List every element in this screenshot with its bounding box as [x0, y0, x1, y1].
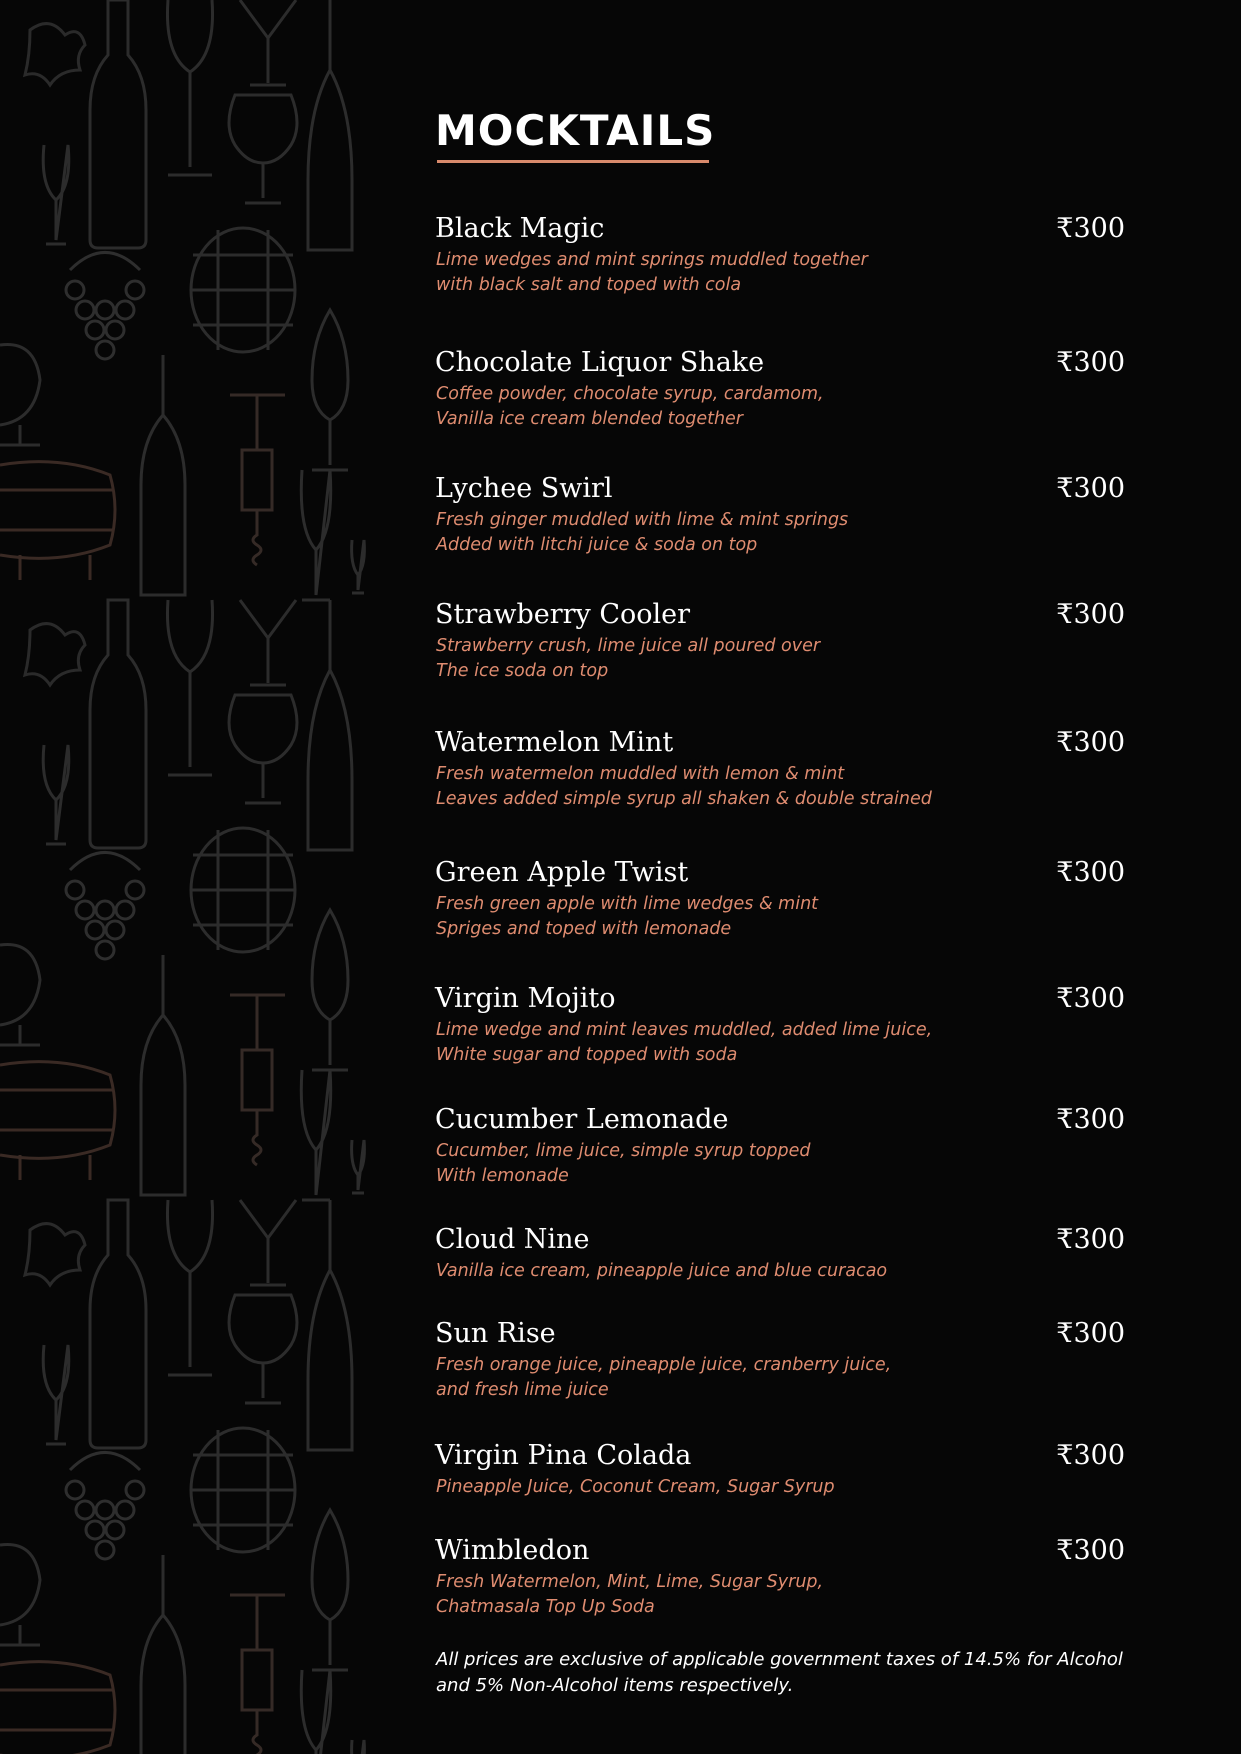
item-description: Lime wedge and mint leaves muddled, added lime juice, White sugar and topped with soda — [436, 1020, 933, 1065]
item-name: Black Magic — [435, 213, 605, 244]
item-description: Fresh green apple with lime wedges & mint Spriges and toped with lemonade — [436, 894, 819, 939]
item-price: ₹300 — [1056, 599, 1125, 630]
item-name: Chocolate Liquor Shake — [435, 347, 765, 378]
item-price: ₹300 — [1056, 1318, 1125, 1349]
menu-title: MOCKTAILS — [435, 106, 716, 155]
item-name: Sun Rise — [435, 1318, 556, 1349]
item-name: Cucumber Lemonade — [435, 1104, 729, 1135]
item-description: Fresh watermelon muddled with lemon & mint Leaves added simple syrup all shaken & double strained — [436, 764, 932, 809]
item-description: Strawberry crush, lime juice all poured over The ice soda on top — [436, 636, 821, 681]
menu-item — [435, 1534, 1125, 1620]
item-name: Lychee Swirl — [435, 473, 613, 504]
menu-item — [435, 472, 1125, 558]
item-price: ₹300 — [1056, 1440, 1125, 1471]
item-price: ₹300 — [1056, 857, 1125, 888]
item-name: Watermelon Mint — [435, 727, 674, 758]
item-name: Virgin Pina Colada — [435, 1440, 692, 1471]
item-price: ₹300 — [1056, 347, 1125, 378]
item-name: Virgin Mojito — [435, 983, 616, 1014]
item-price: ₹300 — [1056, 727, 1125, 758]
item-price: ₹300 — [1056, 983, 1125, 1014]
menu-item — [435, 1439, 1125, 1500]
menu-item — [435, 1317, 1125, 1403]
item-description: Vanilla ice cream, pineapple juice and blue curacao — [436, 1261, 888, 1281]
menu-item — [435, 982, 1125, 1068]
item-description: Lime wedges and mint springs muddled together with black salt and toped with cola — [436, 250, 868, 295]
item-description: Pineapple Juice, Coconut Cream, Sugar Syrup — [436, 1477, 835, 1497]
item-description: Cucumber, lime juice, simple syrup topped With lemonade — [436, 1141, 811, 1186]
item-name: Green Apple Twist — [435, 857, 689, 888]
menu-item — [435, 1223, 1125, 1284]
menu-item — [435, 856, 1125, 942]
item-price: ₹300 — [1056, 1104, 1125, 1135]
title-underline — [437, 160, 709, 163]
item-description: Fresh orange juice, pineapple juice, cranberry juice, and fresh lime juice — [436, 1355, 892, 1400]
tax-footnote: All prices are exclusive of applicable government taxes of 14.5% for Alcohol and 5% Non-Alcohol items respectively. — [436, 1649, 1123, 1696]
menu-item — [435, 346, 1125, 432]
menu-item — [435, 598, 1125, 684]
item-name: Wimbledon — [435, 1535, 590, 1566]
item-description: Coffee powder, chocolate syrup, cardamom, Vanilla ice cream blended together — [436, 384, 824, 429]
item-price: ₹300 — [1056, 473, 1125, 504]
menu-item — [435, 212, 1125, 298]
item-description: Fresh Watermelon, Mint, Lime, Sugar Syrup, Chatmasala Top Up Soda — [436, 1572, 824, 1617]
menu-item — [435, 726, 1125, 812]
item-name: Cloud Nine — [435, 1224, 590, 1255]
item-price: ₹300 — [1056, 1535, 1125, 1566]
item-name: Strawberry Cooler — [435, 599, 691, 630]
item-price: ₹300 — [1056, 1224, 1125, 1255]
bar-pattern-background — [0, 0, 390, 1754]
item-description: Fresh ginger muddled with lime & mint springs Added with litchi juice & soda on top — [436, 510, 849, 555]
menu-item — [435, 1103, 1125, 1189]
item-price: ₹300 — [1056, 213, 1125, 244]
menu-content — [435, 0, 1125, 1754]
